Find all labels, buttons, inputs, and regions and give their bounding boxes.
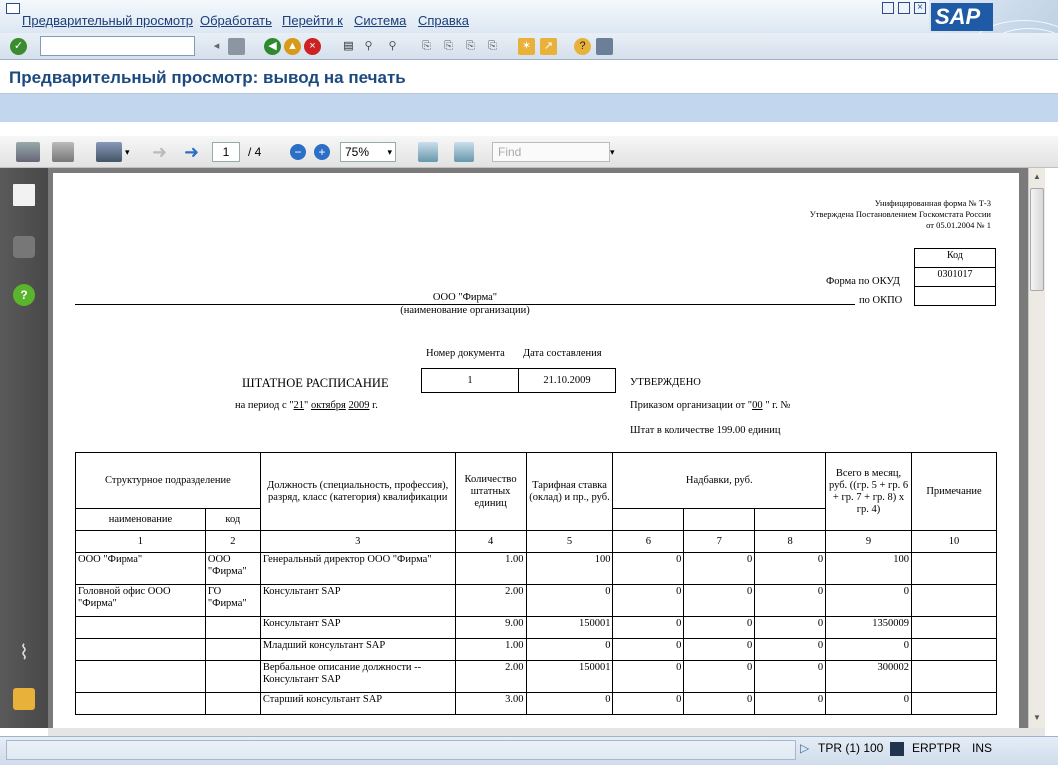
col-num: 1 <box>76 531 206 553</box>
viewer-send-dropdown-icon[interactable]: ▾ <box>125 147 130 157</box>
table-cell: ООО "Фирма" <box>76 553 206 585</box>
page-number-input[interactable]: 1 <box>212 142 240 162</box>
doc-num-label: Номер документа <box>426 348 505 359</box>
table-cell: 9.00 <box>455 617 526 639</box>
period-month: октября <box>310 400 346 411</box>
menu-help[interactable]: Справка <box>418 13 469 28</box>
kod-header: Код <box>915 249 996 268</box>
table-cell: Вербальное описание должности -- Консультант SAP <box>260 661 455 693</box>
table-cell: 100 <box>526 553 613 585</box>
application-toolbar <box>0 94 1058 122</box>
okpo-label: по ОКПО <box>859 295 903 306</box>
col-num: 5 <box>526 531 613 553</box>
status-message <box>6 740 796 760</box>
viewer-send-icon[interactable] <box>96 142 122 162</box>
save-icon[interactable] <box>228 38 245 55</box>
doc-number-table <box>421 368 616 393</box>
viewer-sidebar <box>0 168 48 728</box>
sap-logo-text: SAP <box>931 3 993 31</box>
menu-preview[interactable]: Предварительный просмотр <box>22 13 194 28</box>
table-cell: 0 <box>613 639 684 661</box>
status-mode: INS <box>972 741 993 755</box>
table-cell: 0 <box>613 553 684 585</box>
table-cell: Консультант SAP <box>260 585 455 617</box>
table-cell: 0 <box>755 639 826 661</box>
col-num: 3 <box>260 531 455 553</box>
form-info-line: Утверждена Постановлением Госкомстата России <box>809 209 991 219</box>
table-cell: 150001 <box>526 661 613 693</box>
table-cell: 0 <box>684 639 755 661</box>
status-details-icon[interactable] <box>890 742 904 756</box>
header-bonus-7 <box>684 509 755 531</box>
table-cell: 0 <box>755 661 826 693</box>
form-info <box>810 198 991 231</box>
table-cell: 150001 <box>526 617 613 639</box>
create-session-icon[interactable]: ✶ <box>518 38 535 55</box>
table-cell: 0 <box>755 553 826 585</box>
table-cell: 0 <box>526 585 613 617</box>
first-page-icon[interactable]: ⎘ <box>422 40 431 52</box>
table-row <box>76 585 997 617</box>
table-cell <box>911 617 996 639</box>
table-cell: 0 <box>526 693 613 715</box>
layout-menu-icon[interactable] <box>596 38 613 55</box>
vertical-scrollbar[interactable] <box>1028 168 1045 728</box>
enter-icon[interactable]: ✓ <box>10 38 27 55</box>
table-cell: 0 <box>613 585 684 617</box>
table-cell: 2.00 <box>455 661 526 693</box>
table-cell: Консультант SAP <box>260 617 455 639</box>
table-cell: 0 <box>826 639 912 661</box>
period-prefix: на период с " <box>235 400 294 411</box>
menu-edit[interactable]: Обработать <box>200 13 272 28</box>
header-bonus-8 <box>755 509 826 531</box>
header-total: Всего в месяц, руб. ((гр. 5 + гр. 6 + гр. 7 + гр. 8) x гр. 4) <box>826 453 912 531</box>
table-cell: ГО "Фирма" <box>205 585 260 617</box>
col-num: 9 <box>826 531 912 553</box>
org-caption: (наименование организации) <box>400 305 530 316</box>
table-cell <box>76 617 206 639</box>
header-rate: Тарифная ставка (оклад) и пр., руб. <box>526 453 613 531</box>
table-cell: 1.00 <box>455 553 526 585</box>
col-num: 4 <box>455 531 526 553</box>
table-cell: 0 <box>613 661 684 693</box>
page-total: / 4 <box>248 145 262 159</box>
find-input[interactable]: Find <box>492 142 610 162</box>
header-division: Структурное подразделение <box>76 453 261 509</box>
last-page-icon[interactable]: ⎘ <box>488 40 497 52</box>
table-cell <box>205 617 260 639</box>
zoom-out-icon[interactable]: − <box>290 144 306 160</box>
document-page <box>53 173 1019 728</box>
find-dropdown-icon[interactable]: ▾ <box>610 147 615 157</box>
scroll-down-icon[interactable]: ▼ <box>1033 713 1041 722</box>
zoom-in-icon[interactable]: + <box>314 144 330 160</box>
table-row <box>76 639 997 661</box>
document-area <box>48 168 1028 728</box>
staff-count: Штат в количестве 199.00 единиц <box>630 425 781 436</box>
attachment-icon[interactable]: ⌇ <box>19 642 29 664</box>
period-suffix: г. <box>369 400 378 411</box>
help-icon[interactable]: ? <box>574 38 591 55</box>
order-day: 00 <box>752 400 763 411</box>
approved-label: УТВЕРЖДЕНО <box>630 377 701 388</box>
form-info-line: Унифицированная форма № Т-3 <box>874 198 991 208</box>
org-name: ООО "Фирма" <box>432 292 498 303</box>
staff-table <box>75 452 997 715</box>
exit-icon[interactable]: ▲ <box>284 38 301 55</box>
table-cell: 0 <box>684 553 755 585</box>
table-cell <box>76 639 206 661</box>
table-cell: 0 <box>755 693 826 715</box>
header-note: Примечание <box>911 453 996 531</box>
cancel-icon[interactable]: × <box>304 38 321 55</box>
table-cell: 300002 <box>826 661 912 693</box>
okpo-code <box>915 287 996 306</box>
close-icon[interactable]: × <box>914 2 926 14</box>
menu-goto[interactable]: Перейти к <box>282 13 343 28</box>
zoom-value: 75% <box>345 145 370 159</box>
viewer-print-icon[interactable] <box>16 142 40 162</box>
table-cell: Генеральный директор ООО "Фирма" <box>260 553 455 585</box>
doc-number: 1 <box>422 369 519 393</box>
status-server: ERPTPR <box>912 741 961 755</box>
table-cell: 0 <box>755 617 826 639</box>
doc-title: ШТАТНОЕ РАСПИСАНИЕ <box>242 376 389 390</box>
table-cell: 100 <box>826 553 912 585</box>
header-bonus: Надбавки, руб. <box>613 453 826 509</box>
table-cell: Младший консультант SAP <box>260 639 455 661</box>
prev-page-arrow-icon[interactable]: ➜ <box>152 142 168 162</box>
table-cell: 0 <box>684 661 755 693</box>
col-num: 7 <box>684 531 755 553</box>
header-name: наименование <box>76 509 206 531</box>
table-cell <box>76 661 206 693</box>
period-line: на период с "21" октября 2009 г. <box>235 400 378 411</box>
menu-system[interactable]: Система <box>354 13 407 28</box>
command-field[interactable] <box>40 36 195 56</box>
form-info-line: от 05.01.2004 № 1 <box>926 220 991 230</box>
table-cell <box>911 693 996 715</box>
table-cell: ООО "Фирма" <box>205 553 260 585</box>
next-page-arrow-icon[interactable]: ➜ <box>184 142 200 162</box>
status-bar <box>0 736 1058 765</box>
back-arrow-icon[interactable]: ◂ <box>213 40 220 52</box>
print-icon[interactable]: ▤ <box>343 40 354 52</box>
table-cell: 0 <box>613 693 684 715</box>
spacer <box>0 122 1058 136</box>
table-cell <box>205 639 260 661</box>
table-cell: 2.00 <box>455 585 526 617</box>
back-icon[interactable]: ◀ <box>264 38 281 55</box>
viewer-save-icon[interactable] <box>52 142 74 162</box>
table-cell: 0 <box>684 585 755 617</box>
status-system: TPR (1) 100 <box>818 741 884 755</box>
status-expand-icon[interactable]: ▷ <box>800 741 810 755</box>
col-num: 8 <box>755 531 826 553</box>
table-cell <box>205 661 260 693</box>
table-cell: 0 <box>826 585 912 617</box>
table-cell: 0 <box>613 617 684 639</box>
table-row <box>76 617 997 639</box>
maximize-icon[interactable] <box>898 2 910 14</box>
table-cell <box>76 693 206 715</box>
comments-icon[interactable] <box>13 688 35 710</box>
table-cell: 1350009 <box>826 617 912 639</box>
table-cell: 0 <box>826 693 912 715</box>
fit-width-icon[interactable] <box>418 142 438 162</box>
prev-page-icon[interactable]: ⎘ <box>444 40 453 52</box>
scroll-up-icon[interactable]: ▲ <box>1033 172 1041 181</box>
table-cell <box>911 661 996 693</box>
table-cell <box>911 585 996 617</box>
order-line <box>630 400 791 411</box>
doc-date: 21.10.2009 <box>519 369 616 393</box>
header-count: Количество штатных единиц <box>455 453 526 531</box>
horizontal-scrollbar[interactable] <box>48 728 1045 736</box>
help-icon-sidebar[interactable]: ? <box>13 284 35 306</box>
col-num: 10 <box>911 531 996 553</box>
viewer-toolbar <box>0 136 1058 168</box>
table-row <box>76 693 997 715</box>
doc-date-label: Дата составления <box>523 348 602 359</box>
menu-bar <box>0 0 1058 33</box>
page-title: Предварительный просмотр: вывод на печать <box>9 68 406 87</box>
find-next-icon[interactable]: ⚲ <box>388 40 397 52</box>
zoom-select[interactable] <box>340 142 396 162</box>
table-cell: 1.00 <box>455 639 526 661</box>
header-code: код <box>205 509 260 531</box>
table-cell <box>205 693 260 715</box>
table-cell <box>911 639 996 661</box>
table-row <box>76 661 997 693</box>
table-cell: 0 <box>684 693 755 715</box>
header-position: Должность (специальность, профессия), разряд, класс (категория) квалификации <box>260 453 455 531</box>
binoculars-icon[interactable] <box>13 236 35 258</box>
period-year: 2009 <box>348 400 370 411</box>
table-cell: 0 <box>526 639 613 661</box>
table-cell: 0 <box>684 617 755 639</box>
order-text: Приказом организации от " <box>630 400 753 411</box>
minimize-icon[interactable] <box>882 2 894 14</box>
order-suffix: " г. № <box>762 400 791 411</box>
standard-toolbar <box>0 33 1058 60</box>
period-day: 21 <box>293 400 305 411</box>
find-icon[interactable]: ⚲ <box>364 40 373 52</box>
shortcut-icon[interactable]: ↗ <box>540 38 557 55</box>
col-num: 2 <box>205 531 260 553</box>
fit-page-icon[interactable] <box>454 142 474 162</box>
column-numbers-row <box>76 531 997 553</box>
table-cell <box>911 553 996 585</box>
table-cell: Головной офис ООО "Фирма" <box>76 585 206 617</box>
codes-table <box>914 248 996 306</box>
col-num: 6 <box>613 531 684 553</box>
zoom-dropdown-icon: ▾ <box>387 147 392 157</box>
next-page-icon[interactable]: ⎘ <box>466 40 475 52</box>
window-menu-icon[interactable] <box>6 3 20 14</box>
table-cell: 0 <box>755 585 826 617</box>
pages-icon[interactable] <box>13 184 35 206</box>
table-cell: 3.00 <box>455 693 526 715</box>
table-row <box>76 553 997 585</box>
okud-label: Форма по ОКУД <box>826 276 900 287</box>
scroll-thumb[interactable] <box>1030 188 1044 291</box>
okud-code: 0301017 <box>915 268 996 287</box>
table-cell: Старший консультант SAP <box>260 693 455 715</box>
header-bonus-6 <box>613 509 684 531</box>
